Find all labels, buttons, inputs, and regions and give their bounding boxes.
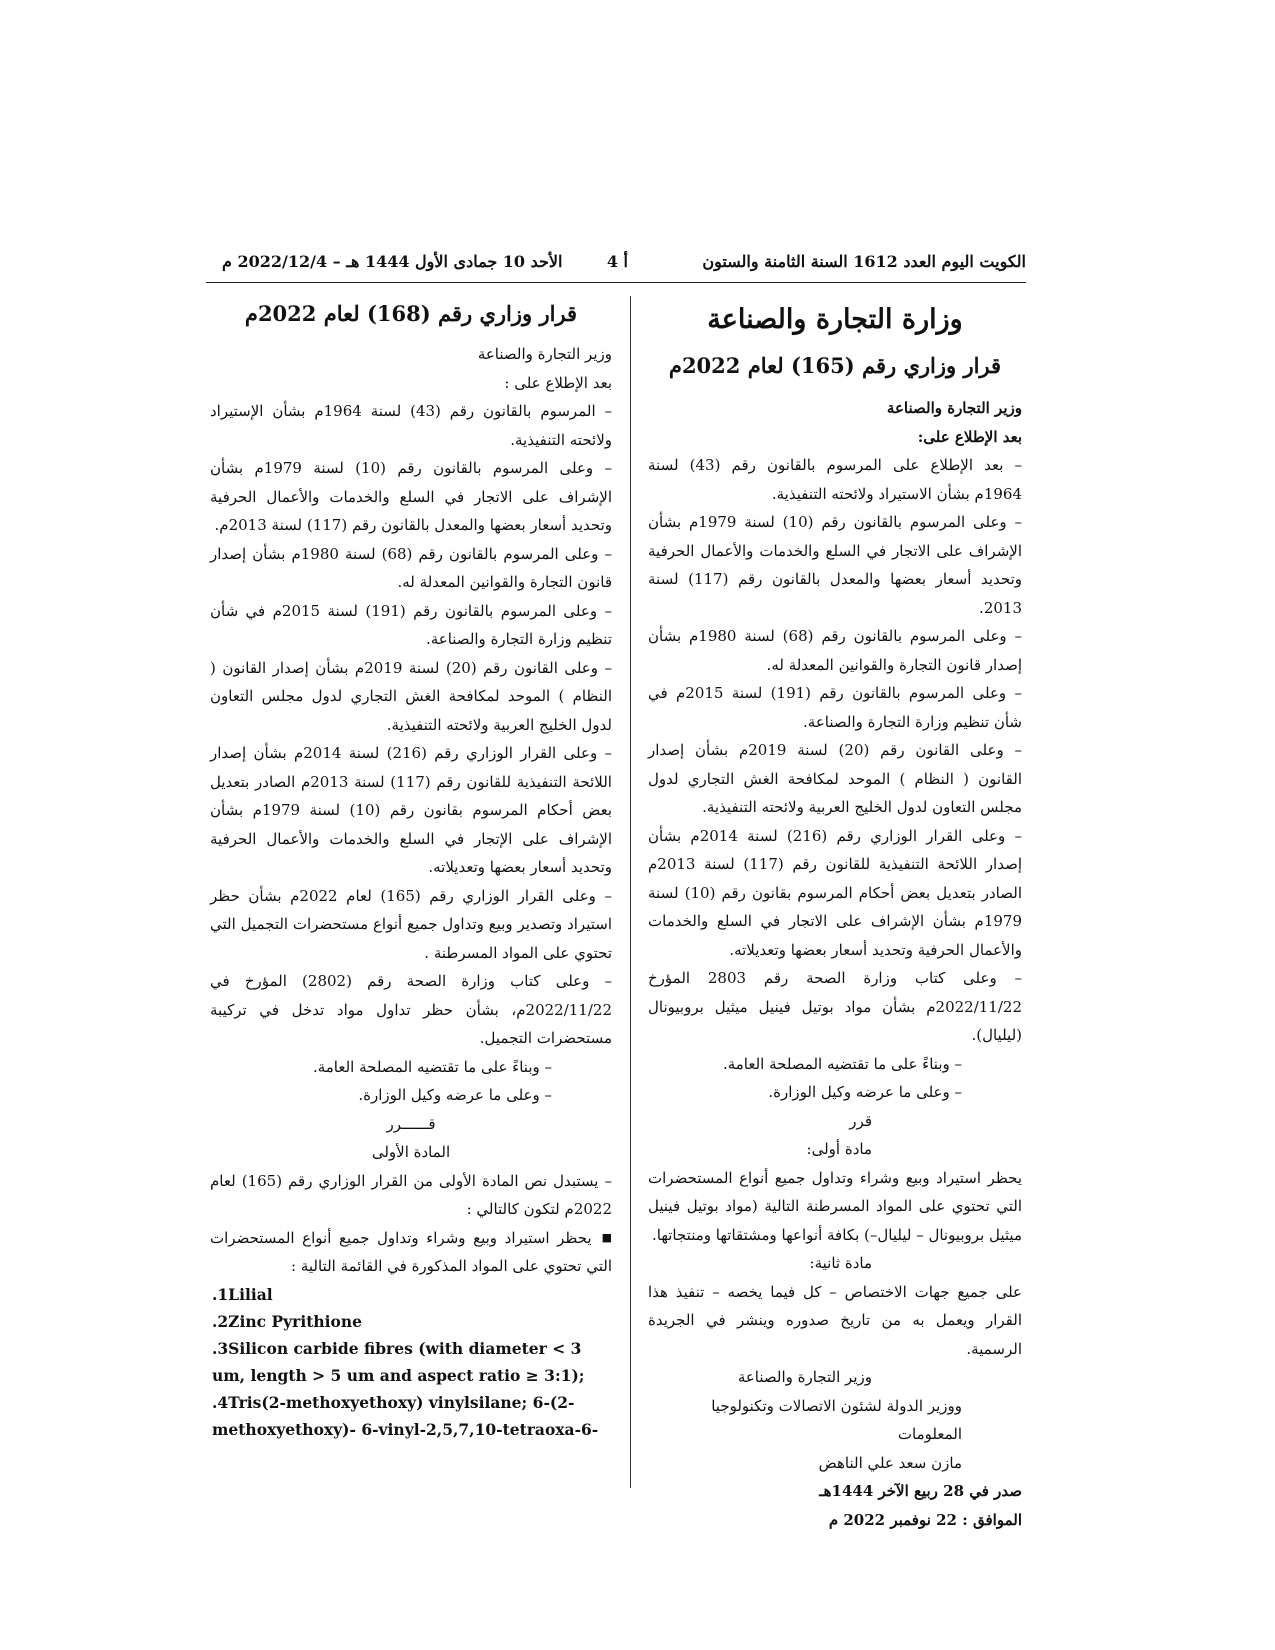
decree-165-title: قرار وزاري رقم (165) لعام 2022م <box>668 353 1002 378</box>
decree-168-title: قرار وزاري رقم (168) لعام 2022م <box>244 301 578 326</box>
header-rule <box>206 282 1026 283</box>
decree-165-column <box>648 296 1022 1534</box>
article-1-text: – يستبدل نص المادة الأولى من القرار الوزاري رقم (165) لعام 2022م لتكون كالتالي : <box>210 1171 612 1218</box>
page-header <box>206 252 1026 276</box>
consideration: – وعلى كتاب وزارة الصحة رقم (2802) المؤرخ في 2022/11/22م، بشأن حظر تداول مواد تدخل في تركيبة مستحضرات التجميل. <box>210 972 613 1047</box>
consideration: – وعلى المرسوم بالقانون رقم (68) لسنة 1980م بشأن إصدار قانون التجارة والقوانين المعدلة له. <box>210 544 612 591</box>
issue-date-hijri: صدر في 28 ربيع الآخر 1444هـ <box>819 1482 1022 1500</box>
signatory-title-2: ووزير الدولة لشئون الاتصالات وتكنولوجيا المعلومات <box>711 1396 962 1443</box>
consideration: – وعلى القرار الوزاري رقم (165) لعام 2022م بشأن حظر استيراد وتصدير وبيع وتداول جميع أنواع مستحضرات التجميل التي تحتوي على المواد المسرطنة . <box>210 886 612 962</box>
bullet-text: يحظر استيراد وبيع وشراء وتداول جميع أنواع المستحضرات التي تحتوي على المواد المذكورة في القائمة التالية : <box>210 1228 612 1275</box>
consideration: – المرسوم بالقانون رقم (43) لسنة 1964م بشأن الإستيراد ولائحته التنفيذية. <box>210 402 612 449</box>
preamble: بعد الإطلاع على : <box>504 373 612 392</box>
decided-heading: قــــــرر <box>386 1114 436 1133</box>
substance-item: .1Lilial <box>212 1284 273 1304</box>
issuer: وزير التجارة والصناعة <box>477 345 612 363</box>
substance-item: .4Tris(2-methoxyethoxy) vinylsilane; 6-(2-methoxyethoxy)- 6-vinyl-2,5,7,10-tetraoxa-6- <box>212 1392 599 1439</box>
consideration: – وعلى المرسوم بالقانون رقم (10) لسنة 1979م بشأن الإشراف على الاتجار في السلع والخدمات والأعمال الحرفية وتحديد أسعار بعضها والمعدل بالقانون رقم (117) لسنة 2013م. <box>210 459 612 534</box>
decided-heading: قرر <box>849 1111 872 1130</box>
issue-date: الأحد 10 جمادى الأول 1444 هـ – 2022/12/4 م <box>222 252 563 271</box>
ministry-title: وزارة التجارة والصناعة <box>707 304 963 335</box>
consideration: – وبناءً على ما تقتضيه المصلحة العامة. <box>722 1054 962 1073</box>
column-divider <box>630 296 631 1488</box>
gazette-issue: الكويت اليوم العدد 1612 السنة الثامنة والستون <box>702 252 1026 271</box>
consideration: – وعلى المرسوم بالقانون رقم (191) لسنة 2015م في شأن تنظيم وزارة التجارة والصناعة. <box>210 601 612 648</box>
article-2-title: مادة ثانية: <box>809 1254 872 1272</box>
bullet-paragraph <box>210 1224 612 1281</box>
preamble: بعد الإطلاع على: <box>917 427 1022 446</box>
page-number: أ 4 <box>606 252 628 271</box>
article-1-title: المادة الأولى <box>371 1143 451 1161</box>
consideration: – وعلى المرسوم بالقانون رقم (191) لسنة 2015م في شأن تنظيم وزارة التجارة والصناعة. <box>648 684 1022 731</box>
consideration: – وعلى ما عرضه وكيل الوزارة. <box>768 1083 962 1101</box>
consideration: – وعلى القرار الوزاري رقم (216) لسنة 2014م بشأن إصدار اللائحة التنفيذية للقانون رقم (117) لسنة 2013م الصادر بتعديل بعض أحكام المرسوم بقانون رقم (10) لسنة 1979م بشأن الإشراف على الإتجار في السلع والخدمات والأعمال الحرفية وتحديد أسعار بعضها وتعديلاته. <box>210 744 612 876</box>
consideration: – وعلى القانون رقم (20) لسنة 2019م بشأن إصدار القانون ( النظام ) الموحد لمكافحة الغش التجاري لدول مجلس التعاون لدول الخليج العربية ولائحته التنفيذية. <box>648 741 1022 816</box>
consideration: – وعلى المرسوم بالقانون رقم (68) لسنة 1980م بشأن إصدار قانون التجارة والقوانين المعدلة له. <box>648 627 1022 674</box>
bullet-square-icon: ■ <box>601 1230 612 1244</box>
signatory-name: مازن سعد علي الناهض <box>818 1453 962 1472</box>
consideration: – وبناءً على ما تقتضيه المصلحة العامة. <box>312 1057 552 1076</box>
substance-item: .2Zinc Pyrithione <box>212 1311 362 1331</box>
article-2-text: على جميع جهات الاختصاص – كل فيما يخصه – تنفيذ هذا القرار ويعمل به من تاريخ صدوره وينشر في الجريدة الرسمية. <box>648 1282 1022 1358</box>
article-1-text: يحظر استيراد وبيع وشراء وتداول جميع أنواع المستحضرات التي تحتوي على المواد المسرطنة التالية (مواد بوتيل فينيل ميثيل بروبيونال – ليليال–) بكافة أنواعها ومشتقاتها ومنتجاتها. <box>648 1168 1022 1244</box>
consideration: – وعلى المرسوم بالقانون رقم (10) لسنة 1979م بشأن الإشراف على الاتجار في السلع والخدمات والأعمال الحرفية وتحديد أسعار بعضها والمعدل بالقانون رقم (117) لسنة 2013. <box>648 513 1022 617</box>
issue-date-gregorian: الموافق : 22 نوفمبر 2022 م <box>828 1510 1022 1529</box>
consideration: – وعلى كتاب وزارة الصحة رقم 2803 المؤرخ 2022/11/22م بشأن مواد بوتيل فينيل ميثيل بروبيونال (ليليال). <box>648 969 1022 1044</box>
signatory-title: وزير التجارة والصناعة <box>737 1368 872 1386</box>
consideration: – وعلى القرار الوزاري رقم (216) لسنة 2014م بشأن إصدار اللائحة التنفيذية للقانون رقم (117) لسنة 2013م الصادر بتعديل بعض أحكام المرسوم بقانون رقم (10) لسنة 1979م بشأن الإشراف على الاتجار في السلع والخدمات والأعمال الحرفية وتحديد أسعار بعضها وتعديلاته. <box>648 826 1022 959</box>
decree-168-column <box>210 296 612 1443</box>
consideration: – وعلى القانون رقم (20) لسنة 2019م بشأن إصدار القانون ( النظام ) الموحد لمكافحة الغش التجاري لدول مجلس التعاون لدول الخليج العربية ولائحته التنفيذية. <box>210 658 612 734</box>
consideration: – وعلى ما عرضه وكيل الوزارة. <box>358 1086 552 1104</box>
article-1-title: مادة أولى: <box>806 1140 872 1158</box>
issuer: وزير التجارة والصناعة <box>886 399 1022 417</box>
consideration: – بعد الإطلاع على المرسوم بالقانون رقم (43) لسنة 1964م بشأن الاستيراد ولائحته التنفيذية. <box>648 456 1023 503</box>
substance-item: .3Silicon carbide fibres (with diameter < 3 um, length > 5 um and aspect ratio ≥ 3:1); <box>212 1338 585 1385</box>
